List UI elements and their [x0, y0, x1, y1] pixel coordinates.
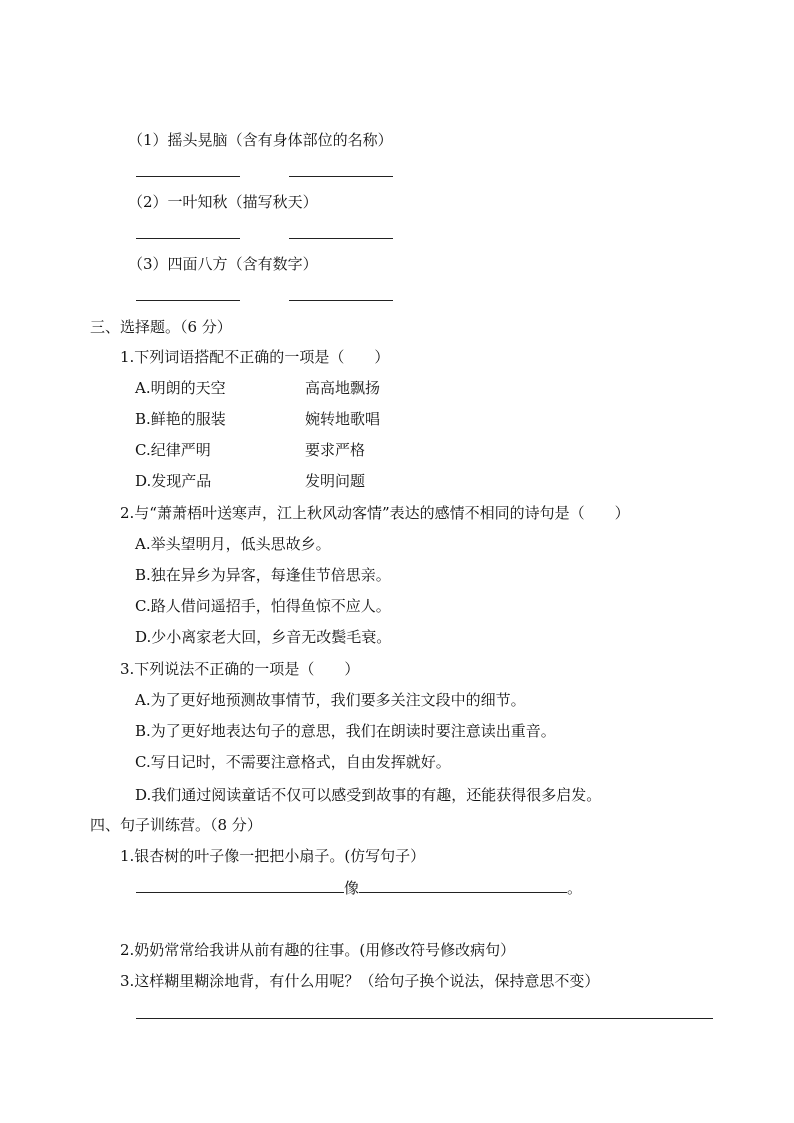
q3-2-option-c[interactable]: C.路人借问遥招手，怕得鱼惊不应人。	[135, 597, 391, 615]
idiom-num: （2）	[128, 193, 168, 211]
idiom-item-3	[128, 254, 318, 274]
fill-middle-word: 像	[344, 879, 360, 897]
idiom-item-1	[128, 130, 393, 150]
idiom-word: 摇头晃脑	[167, 131, 228, 149]
idiom-item-2	[128, 192, 318, 212]
q4-2-stem: 2.奶奶常常给我讲从前有趣的往事。(用修改符号修改病句）	[120, 941, 516, 959]
answer-blank[interactable]	[359, 878, 567, 893]
q3-1-option-b-right: 婉转地歌唱	[305, 410, 381, 428]
idiom-hint: （描写秋天）	[227, 193, 318, 211]
idiom-hint: （含有身体部位的名称）	[227, 131, 393, 149]
q3-3-option-c[interactable]: C.写日记时，不需要注意格式，自由发挥就好。	[135, 753, 451, 771]
answer-blank[interactable]	[136, 1018, 713, 1019]
section-4-title: 四、句子训练营。（8 分）	[90, 816, 262, 834]
q3-2-stem: 2.与“萧萧梧叶送寒声，江上秋风动客情”表达的感情不相同的诗句是（ ）	[120, 504, 630, 522]
idiom-hint: （含有数字）	[227, 255, 318, 273]
answer-blank[interactable]	[136, 300, 240, 301]
q3-1-option-a-right: 高高地飘扬	[305, 379, 381, 397]
q3-1-option-c-right: 要求严格	[305, 441, 366, 459]
answer-blank[interactable]	[289, 300, 393, 301]
fill-end-punct: 。	[567, 879, 583, 897]
q3-1-option-a-left[interactable]: A.明朗的天空	[135, 379, 226, 397]
answer-blank[interactable]	[289, 176, 393, 177]
q3-3-option-b[interactable]: B.为了更好地表达句子的意思，我们在朗读时要注意读出重音。	[135, 722, 556, 740]
q3-3-option-d[interactable]: D.我们通过阅读童话不仅可以感受到故事的有趣，还能获得很多启发。	[135, 786, 602, 804]
q4-3-stem: 3.这样糊里糊涂地背，有什么用呢？（给句子换个说法，保持意思不变）	[120, 972, 600, 990]
q3-1-option-d-right: 发明问题	[305, 472, 366, 490]
q3-3-option-a[interactable]: A.为了更好地预测故事情节，我们要多关注文段中的细节。	[135, 691, 526, 709]
q3-2-option-b[interactable]: B.独在异乡为异客，每逢佳节倍思亲。	[135, 566, 391, 584]
q3-1-option-c-left[interactable]: C.纪律严明	[135, 441, 211, 459]
q3-2-option-a[interactable]: A.举头望明月，低头思故乡。	[135, 535, 331, 553]
q3-1-stem: 1.下列词语搭配不正确的一项是（ ）	[120, 348, 390, 366]
section-3-title: 三、选择题。（6 分）	[90, 318, 232, 336]
answer-blank[interactable]	[136, 878, 344, 893]
answer-blank[interactable]	[136, 238, 240, 239]
idiom-num: （3）	[128, 255, 168, 273]
idiom-num: （1）	[128, 131, 168, 149]
q4-1-fill-line	[136, 878, 582, 898]
q3-1-option-d-left[interactable]: D.发现产品	[135, 472, 212, 490]
q3-3-stem: 3.下列说法不正确的一项是（ ）	[120, 660, 360, 678]
q4-1-stem: 1.银杏树的叶子像一把把小扇子。(仿写句子）	[120, 847, 426, 865]
answer-blank[interactable]	[136, 176, 240, 177]
q3-2-option-d[interactable]: D.少小离家老大回，乡音无改鬓毛衰。	[135, 628, 392, 646]
idiom-word: 一叶知秋	[167, 193, 228, 211]
q3-1-option-b-left[interactable]: B.鲜艳的服装	[135, 410, 226, 428]
idiom-word: 四面八方	[167, 255, 228, 273]
answer-blank[interactable]	[289, 238, 393, 239]
